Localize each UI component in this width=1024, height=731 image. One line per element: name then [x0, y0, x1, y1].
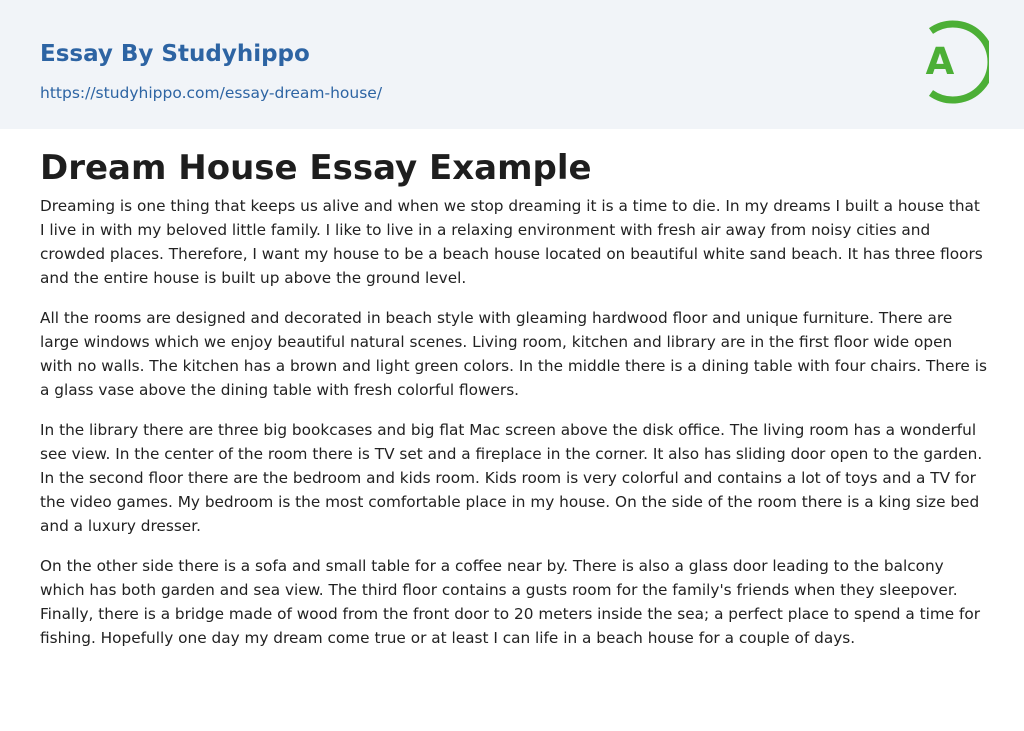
page-title: Dream House Essay Example	[40, 148, 592, 188]
logo-letter: A	[925, 40, 955, 83]
essay-paragraph: In the library there are three big bookcases and big flat Mac screen above the disk office. The living room has a wonderful see view. In the center of the room there is TV set and a fireplace in the corner. It also has sliding door open to the garden. In the second floor there are the bedroom and kids room. Kids room is very colorful and contains a lot of toys and a TV for the video games. My bedroom is the most comfortable place in my house. On the side of the room there is a king size bed and a luxury dresser.	[40, 421, 983, 535]
essay-body	[40, 194, 987, 666]
essay-paragraph: Dreaming is one thing that keeps us alive and when we stop dreaming it is a time to die. In my dreams I built a house that I live in with my beloved little family. I like to live in a relaxing environment with fresh air away from noisy cities and crowded places. Therefore, I want my house to be a beach house located on beautiful white sand beach. It has three floors and the entire house is built up above the ground level.	[40, 197, 983, 287]
brand-title[interactable]: Essay By Studyhippo	[40, 41, 310, 67]
essay-paragraph: All the rooms are designed and decorated in beach style with gleaming hardwood floor and unique furniture. There are large windows which we enjoy beautiful natural scenes. Living room, kitchen and library are in the first floor wide open with no walls. The kitchen has a brown and light green colors. In the middle there is a dining table with four chairs. There is a glass vase above the dining table with fresh colorful flowers.	[40, 309, 987, 399]
essay-paragraph: On the other side there is a sofa and small table for a coffee near by. There is also a glass door leading to the balcony which has both garden and sea view. The third floor contains a gusts room for the family's friends when they sleepover. Finally, there is a bridge made of wood from the front door to 20 meters inside the sea; a perfect place to spend a time for fishing. Hopefully one day my dream come true or at least I can life in a beach house for a couple of days.	[40, 557, 981, 647]
source-url-link[interactable]: https://studyhippo.com/essay-dream-house/	[40, 84, 383, 102]
studyhippo-logo-icon[interactable]	[909, 17, 989, 107]
site-header	[0, 0, 1024, 129]
